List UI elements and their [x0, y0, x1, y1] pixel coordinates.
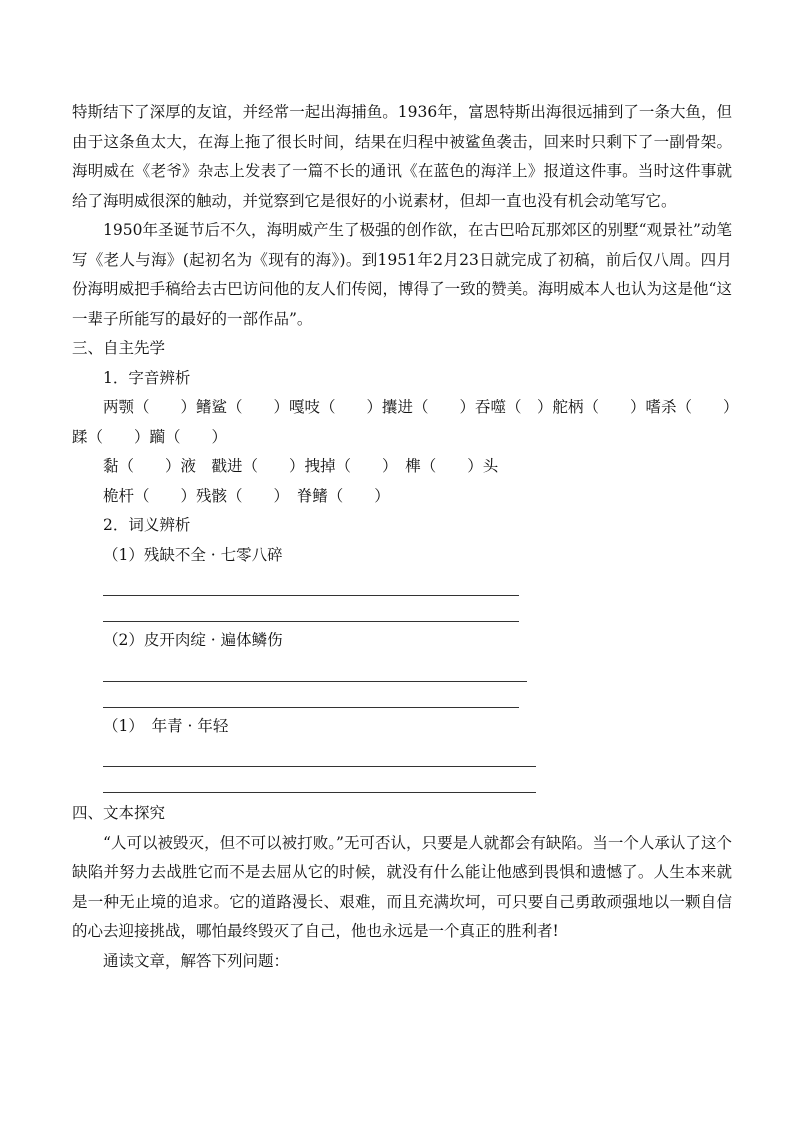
- text-exploration-paragraph: “人可以被毁灭，但不可以被打败。”无可否认，只要是人就都会有缺陷。当一个人承认了这个缺陷并努力去战胜它而不是去屈从它的时候，就没有什么能让他感到畏惧和遗憾了。人生本来就是一种无止境的追求。它的道路漫长、艰难，而且充满坎坷，可只要自己勇敢顽强地以一颗自信的心去迎接挑战，哪怕最终毁灭了自己，他也永远是一个真正的胜利者!: [72, 833, 732, 940]
- word-meaning-question-3: （1） 年青 · 年轻: [103, 716, 229, 735]
- answer-line[interactable]: [103, 767, 536, 793]
- answer-line[interactable]: [103, 570, 519, 596]
- word-meaning-question-1: （1）残缺不全 · 七零八碎: [103, 545, 283, 564]
- answer-line[interactable]: [103, 682, 519, 708]
- answer-line[interactable]: [103, 741, 536, 767]
- instruction-text: 通读文章，解答下列问题：: [103, 951, 290, 970]
- pronunciation-row-1: 两颚（ ）鳍鲨（ ）嘎吱（ ）攮进（ ）吞噬（ ）舵柄（ ）嗜杀（ ）: [103, 398, 739, 416]
- section-3-title: 三、自主先学: [72, 339, 166, 357]
- document-page: [72, 98, 739, 976]
- background-paragraph-1: 特斯结下了深厚的友谊，并经常一起出海捕鱼。1936年，富恩特斯出海很远捕到了一条大鱼，但由于这条鱼太大，在海上拖了很长时间，结果在归程中被鲨鱼袭击，回来时只剩下了一副骨架。海明威在《老爷》杂志上发表了一篇不长的通讯《在蓝色的海洋上》报道这件事。当时这件事就给了海明威很深的触动，并觉察到它是很好的小说素材，但却一直也没有机会动笔写它。: [72, 103, 732, 210]
- section-4-title: 四、文本探究: [72, 804, 166, 822]
- answer-line[interactable]: [103, 656, 527, 682]
- background-paragraph-2: 1950年圣诞节后不久，海明威产生了极强的创作欲，在古巴哈瓦那郊区的别墅“观景社”动笔写《老人与海》(起初名为《现有的海》)。到1951年2月23日就完成了初稿，前后仅八周。四月份海明威把手稿给去古巴访问他的友人们传阅，博得了一致的赞美。海明威本人也认为这是他“这一辈子所能写的最好的一部作品”。: [72, 221, 732, 328]
- pronunciation-row-2: 蹂（ ）躏（ ）: [72, 427, 228, 446]
- pronunciation-title: 1．字音辨析: [103, 368, 191, 387]
- pronunciation-row-4: 桅杆（ ）残骸（ ） 脊鳍（ ）: [103, 486, 390, 505]
- word-meaning-title: 2．词义辨析: [103, 516, 191, 534]
- word-meaning-question-2: （2）皮开肉绽 · 遍体鳞伤: [103, 631, 283, 649]
- pronunciation-row-3: 黏（ ）液 戳进（ ）拽掉（ ） 榫（ ）头: [103, 457, 499, 475]
- answer-line[interactable]: [103, 596, 519, 622]
